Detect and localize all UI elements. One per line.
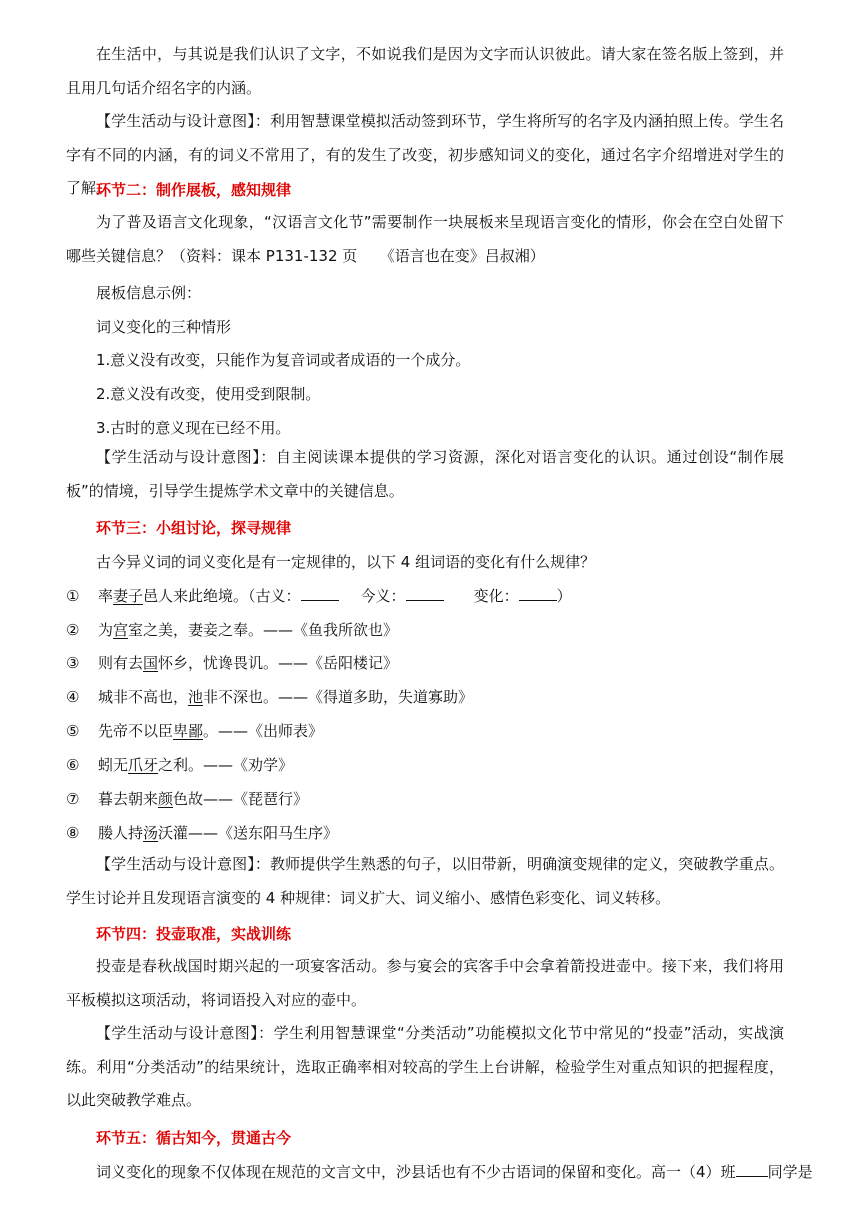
section-heading-3: 环节三：小组讨论，探寻规律 — [96, 519, 292, 537]
item-mark: ① — [66, 587, 80, 605]
design-intent-4: 【学生活动与设计意图】：学生利用智慧课堂“分类活动”功能模拟文化节中常见的“投壶”活动，实战演练。利用“分类活动”的结果统计，选取正确率相对较高的学生上台讲解，检验学生对重点知识的把握程度，以此突破教学难点。 — [66, 1024, 785, 1109]
underlined-word: 国 — [143, 654, 159, 672]
example-item: ① 率妻子邑人来此绝境。（古义： 今义： 变化： ） — [66, 587, 572, 605]
example-item: ⑥ 蚓无爪牙之利。——《劝学》 — [66, 756, 294, 774]
section-heading-5: 环节五：循古知今，贯通古今 — [96, 1129, 292, 1147]
design-intent-1: 【学生活动与设计意图】：利用智慧课堂模拟活动签到环节，学生将所写的名字及内涵拍照上传。学生名字有不同的内涵，有的词义不常用了，有的发生了改变，初步感知词义的变化，通过名字介绍增进对学生的了解。 — [66, 112, 784, 197]
underlined-word: 爪牙 — [128, 756, 159, 774]
underlined-word: 颜 — [158, 790, 174, 808]
section-4-paragraph: 投壶是春秋战国时期兴起的一项宴客活动。参与宴会的宾客手中会拿着箭投进壶中。接下来，我们将用平板模拟这项活动，将词语投入对应的壶中。 — [66, 957, 784, 1009]
underlined-word: 池 — [188, 688, 204, 706]
section-5-paragraph: 词义变化的现象不仅体现在规范的文言文中，沙县话也有不少古语词的保留和变化。高一（4）班 同学是 — [96, 1163, 813, 1181]
underlined-word: 卑鄙 — [173, 722, 204, 740]
example-item: ⑧ 媵人持汤沃灌——《送东阳马生序》 — [66, 824, 339, 842]
answer-blank-ancient[interactable] — [301, 586, 339, 601]
example-item: ④ 城非不高也，池非不深也。——《得道多助，失道寡助》 — [66, 688, 474, 706]
design-intent-2: 【学生活动与设计意图】：自主阅读课本提供的学习资源，深化对语言变化的认识。通过创设“制作展板”的情境，引导学生提炼学术文章中的关键信息。 — [66, 448, 784, 500]
case-1: 1.意义没有改变，只能作为复音词或者成语的一个成分。 — [96, 351, 471, 369]
underlined-word: 妻子 — [113, 587, 144, 605]
example-item: ③ 则有去国怀乡，忧谗畏讥。——《岳阳楼记》 — [66, 654, 399, 672]
answer-blank-modern[interactable] — [406, 586, 444, 601]
case-2: 2.意义没有改变，使用受到限制。 — [96, 385, 321, 403]
example-item: ② 为宫室之美，妻妾之奉。——《鱼我所欲也》 — [66, 621, 399, 639]
underlined-word: 汤 — [143, 824, 159, 842]
example-item: ⑤ 先帝不以臣卑鄙。——《出师表》 — [66, 722, 324, 740]
answer-blank-change[interactable] — [519, 586, 557, 601]
case-3: 3.古时的意义现在已经不用。 — [96, 419, 291, 437]
section-heading-2: 环节二：制作展板，感知规律 — [96, 181, 292, 199]
design-intent-3: 【学生活动与设计意图】：教师提供学生熟悉的句子，以旧带新，明确演变规律的定义，突破教学重点。学生讨论并且发现语言演变的 4 种规律：词义扩大、词义缩小、感情色彩变化、词义转移。 — [66, 855, 784, 907]
underlined-word: 宫 — [113, 621, 129, 639]
three-cases-title: 词义变化的三种情形 — [96, 318, 232, 336]
example-label: 展板信息示例： — [96, 284, 202, 302]
question-line: 古今异义词的词义变化是有一定规律的，以下 4 组词语的变化有什么规律？ — [96, 553, 596, 571]
section-2-paragraph: 为了普及语言文化现象，“汉语言文化节”需要制作一块展板来呈现语言变化的情形，你会在空白处留下哪些关键信息？（资料：课本 P131-132 页 《语言也在变》吕叔湘） — [66, 213, 784, 265]
intro-paragraph: 在生活中，与其说是我们认识了文字，不如说我们是因为文字而认识彼此。请大家在签名版上签到，并且用几句话介绍名字的内涵。 — [66, 45, 784, 97]
section-heading-4: 环节四：投壶取准，实战训练 — [96, 925, 292, 943]
example-item: ⑦ 暮去朝来颜色故——《琵琶行》 — [66, 790, 309, 808]
class-name-blank[interactable] — [736, 1162, 768, 1177]
